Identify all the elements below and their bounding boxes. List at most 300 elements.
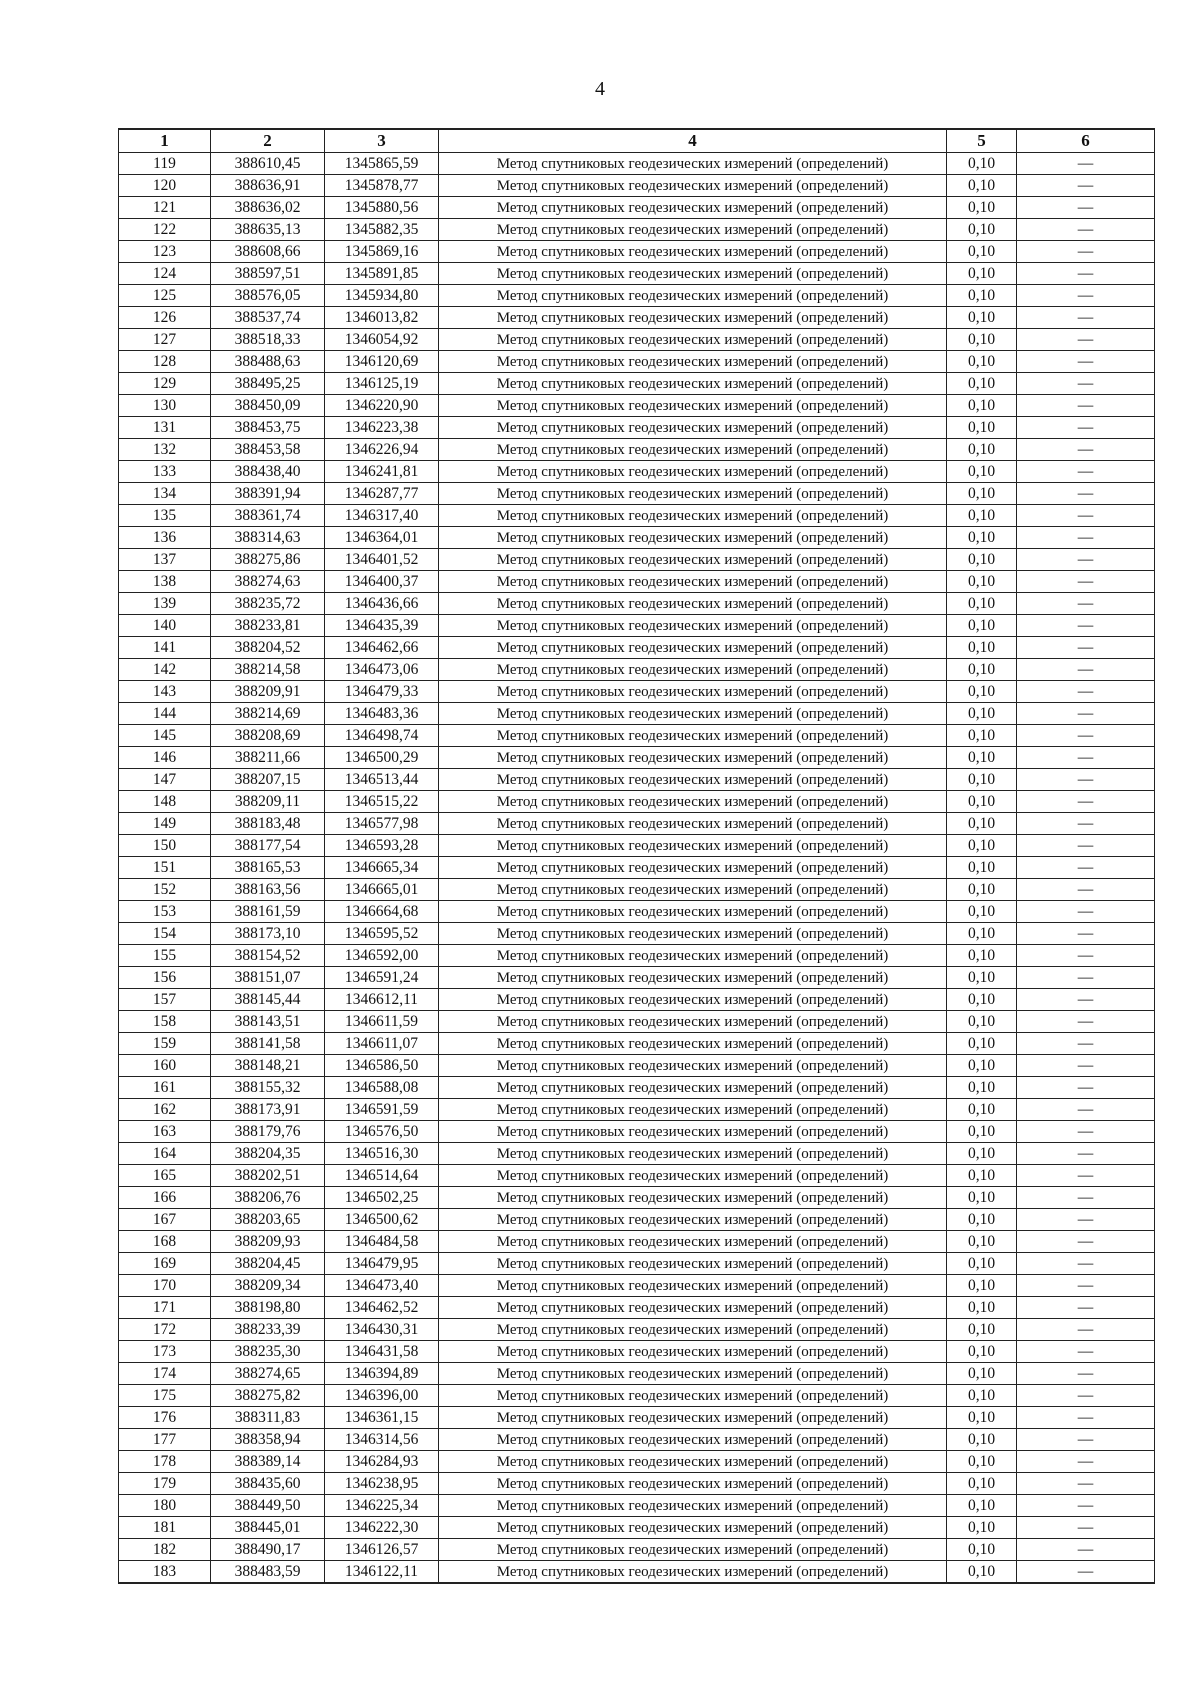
accuracy-cell: 0,10	[947, 153, 1017, 175]
y-coordinate-cell: 1346473,06	[325, 659, 439, 681]
table-body	[119, 153, 1155, 1584]
method-cell: Метод спутниковых геодезических измерений (определений)	[439, 967, 947, 989]
x-coordinate-cell: 388209,34	[211, 1275, 325, 1297]
x-coordinate-cell: 388389,14	[211, 1451, 325, 1473]
x-coordinate-cell: 388209,91	[211, 681, 325, 703]
y-coordinate-cell: 1346287,77	[325, 483, 439, 505]
point-number-cell: 169	[119, 1253, 211, 1275]
point-number-cell: 142	[119, 659, 211, 681]
x-coordinate-cell: 388183,48	[211, 813, 325, 835]
method-cell: Метод спутниковых геодезических измерений (определений)	[439, 483, 947, 505]
point-number-cell: 131	[119, 417, 211, 439]
table-row	[119, 197, 1155, 219]
method-cell: Метод спутниковых геодезических измерений (определений)	[439, 1253, 947, 1275]
note-cell: —	[1017, 725, 1155, 747]
note-cell: —	[1017, 549, 1155, 571]
y-coordinate-cell: 1346513,44	[325, 769, 439, 791]
accuracy-cell: 0,10	[947, 1209, 1017, 1231]
point-number-cell: 178	[119, 1451, 211, 1473]
note-cell: —	[1017, 1187, 1155, 1209]
table-row	[119, 1341, 1155, 1363]
method-cell: Метод спутниковых геодезических измерений (определений)	[439, 285, 947, 307]
note-cell: —	[1017, 593, 1155, 615]
table-row	[119, 923, 1155, 945]
note-cell: —	[1017, 1143, 1155, 1165]
accuracy-cell: 0,10	[947, 1407, 1017, 1429]
method-cell: Метод спутниковых геодезических измерений (определений)	[439, 1165, 947, 1187]
accuracy-cell: 0,10	[947, 1253, 1017, 1275]
point-number-cell: 122	[119, 219, 211, 241]
accuracy-cell: 0,10	[947, 1495, 1017, 1517]
x-coordinate-cell: 388275,82	[211, 1385, 325, 1407]
point-number-cell: 139	[119, 593, 211, 615]
note-cell: —	[1017, 417, 1155, 439]
table-row	[119, 175, 1155, 197]
accuracy-cell: 0,10	[947, 813, 1017, 835]
point-number-cell: 126	[119, 307, 211, 329]
method-cell: Метод спутниковых геодезических измерений (определений)	[439, 923, 947, 945]
note-cell: —	[1017, 373, 1155, 395]
point-number-cell: 182	[119, 1539, 211, 1561]
method-cell: Метод спутниковых геодезических измерений (определений)	[439, 549, 947, 571]
table-row	[119, 1165, 1155, 1187]
note-cell: —	[1017, 1077, 1155, 1099]
x-coordinate-cell: 388151,07	[211, 967, 325, 989]
method-cell: Метод спутниковых геодезических измерений (определений)	[439, 1077, 947, 1099]
method-cell: Метод спутниковых геодезических измерений (определений)	[439, 329, 947, 351]
note-cell: —	[1017, 307, 1155, 329]
method-cell: Метод спутниковых геодезических измерений (определений)	[439, 461, 947, 483]
note-cell: —	[1017, 329, 1155, 351]
method-cell: Метод спутниковых геодезических измерений (определений)	[439, 1539, 947, 1561]
note-cell: —	[1017, 1275, 1155, 1297]
point-number-cell: 150	[119, 835, 211, 857]
x-coordinate-cell: 388214,58	[211, 659, 325, 681]
method-cell: Метод спутниковых геодезических измерений (определений)	[439, 593, 947, 615]
method-cell: Метод спутниковых геодезических измерений (определений)	[439, 901, 947, 923]
method-cell: Метод спутниковых геодезических измерений (определений)	[439, 703, 947, 725]
x-coordinate-cell: 388208,69	[211, 725, 325, 747]
accuracy-cell: 0,10	[947, 1341, 1017, 1363]
y-coordinate-cell: 1345882,35	[325, 219, 439, 241]
x-coordinate-cell: 388453,75	[211, 417, 325, 439]
header-col-3: 3	[325, 129, 439, 153]
table-row	[119, 1143, 1155, 1165]
note-cell: —	[1017, 1341, 1155, 1363]
accuracy-cell: 0,10	[947, 967, 1017, 989]
accuracy-cell: 0,10	[947, 1451, 1017, 1473]
point-number-cell: 125	[119, 285, 211, 307]
y-coordinate-cell: 1346500,29	[325, 747, 439, 769]
accuracy-cell: 0,10	[947, 263, 1017, 285]
note-cell: —	[1017, 659, 1155, 681]
x-coordinate-cell: 388608,66	[211, 241, 325, 263]
table-row	[119, 417, 1155, 439]
y-coordinate-cell: 1346665,34	[325, 857, 439, 879]
point-number-cell: 145	[119, 725, 211, 747]
accuracy-cell: 0,10	[947, 1077, 1017, 1099]
page-number: 4	[595, 78, 605, 100]
point-number-cell: 134	[119, 483, 211, 505]
accuracy-cell: 0,10	[947, 417, 1017, 439]
table-row	[119, 747, 1155, 769]
header-col-5: 5	[947, 129, 1017, 153]
point-number-cell: 119	[119, 153, 211, 175]
table-row	[119, 593, 1155, 615]
x-coordinate-cell: 388148,21	[211, 1055, 325, 1077]
method-cell: Метод спутниковых геодезических измерений (определений)	[439, 439, 947, 461]
x-coordinate-cell: 388610,45	[211, 153, 325, 175]
accuracy-cell: 0,10	[947, 285, 1017, 307]
note-cell: —	[1017, 439, 1155, 461]
method-cell: Метод спутниковых геодезических измерений (определений)	[439, 1011, 947, 1033]
point-number-cell: 158	[119, 1011, 211, 1033]
point-number-cell: 143	[119, 681, 211, 703]
note-cell: —	[1017, 505, 1155, 527]
y-coordinate-cell: 1346125,19	[325, 373, 439, 395]
table-row	[119, 725, 1155, 747]
x-coordinate-cell: 388450,09	[211, 395, 325, 417]
table-row	[119, 1121, 1155, 1143]
point-number-cell: 147	[119, 769, 211, 791]
table-row	[119, 703, 1155, 725]
method-cell: Метод спутниковых геодезических измерений (определений)	[439, 417, 947, 439]
y-coordinate-cell: 1346592,00	[325, 945, 439, 967]
note-cell: —	[1017, 923, 1155, 945]
table-row	[119, 1473, 1155, 1495]
point-number-cell: 175	[119, 1385, 211, 1407]
table-row	[119, 1187, 1155, 1209]
y-coordinate-cell: 1346401,52	[325, 549, 439, 571]
y-coordinate-cell: 1346664,68	[325, 901, 439, 923]
table-row	[119, 1055, 1155, 1077]
accuracy-cell: 0,10	[947, 637, 1017, 659]
y-coordinate-cell: 1346435,39	[325, 615, 439, 637]
y-coordinate-cell: 1346361,15	[325, 1407, 439, 1429]
y-coordinate-cell: 1346479,95	[325, 1253, 439, 1275]
y-coordinate-cell: 1346226,94	[325, 439, 439, 461]
table-row	[119, 1011, 1155, 1033]
method-cell: Метод спутниковых геодезических измерений (определений)	[439, 263, 947, 285]
table-row	[119, 791, 1155, 813]
accuracy-cell: 0,10	[947, 857, 1017, 879]
accuracy-cell: 0,10	[947, 461, 1017, 483]
x-coordinate-cell: 388179,76	[211, 1121, 325, 1143]
x-coordinate-cell: 388209,93	[211, 1231, 325, 1253]
table-row	[119, 1231, 1155, 1253]
y-coordinate-cell: 1346238,95	[325, 1473, 439, 1495]
point-number-cell: 127	[119, 329, 211, 351]
method-cell: Метод спутниковых геодезических измерений (определений)	[439, 307, 947, 329]
y-coordinate-cell: 1346586,50	[325, 1055, 439, 1077]
note-cell: —	[1017, 1209, 1155, 1231]
method-cell: Метод спутниковых геодезических измерений (определений)	[439, 1055, 947, 1077]
y-coordinate-cell: 1346462,66	[325, 637, 439, 659]
note-cell: —	[1017, 395, 1155, 417]
table-row	[119, 329, 1155, 351]
note-cell: —	[1017, 1033, 1155, 1055]
table-row	[119, 461, 1155, 483]
method-cell: Метод спутниковых геодезических измерений (определений)	[439, 1187, 947, 1209]
point-number-cell: 130	[119, 395, 211, 417]
method-cell: Метод спутниковых геодезических измерений (определений)	[439, 659, 947, 681]
y-coordinate-cell: 1346241,81	[325, 461, 439, 483]
method-cell: Метод спутниковых геодезических измерений (определений)	[439, 571, 947, 593]
y-coordinate-cell: 1346500,62	[325, 1209, 439, 1231]
note-cell: —	[1017, 637, 1155, 659]
accuracy-cell: 0,10	[947, 1473, 1017, 1495]
table-row	[119, 373, 1155, 395]
x-coordinate-cell: 388576,05	[211, 285, 325, 307]
y-coordinate-cell: 1346394,89	[325, 1363, 439, 1385]
point-number-cell: 173	[119, 1341, 211, 1363]
point-number-cell: 120	[119, 175, 211, 197]
method-cell: Метод спутниковых геодезических измерений (определений)	[439, 527, 947, 549]
note-cell: —	[1017, 285, 1155, 307]
note-cell: —	[1017, 791, 1155, 813]
accuracy-cell: 0,10	[947, 1231, 1017, 1253]
accuracy-cell: 0,10	[947, 1385, 1017, 1407]
accuracy-cell: 0,10	[947, 175, 1017, 197]
y-coordinate-cell: 1345865,59	[325, 153, 439, 175]
note-cell: —	[1017, 1517, 1155, 1539]
header-col-4: 4	[439, 129, 947, 153]
x-coordinate-cell: 388490,17	[211, 1539, 325, 1561]
accuracy-cell: 0,10	[947, 901, 1017, 923]
point-number-cell: 124	[119, 263, 211, 285]
x-coordinate-cell: 388483,59	[211, 1561, 325, 1584]
accuracy-cell: 0,10	[947, 945, 1017, 967]
accuracy-cell: 0,10	[947, 1187, 1017, 1209]
accuracy-cell: 0,10	[947, 351, 1017, 373]
method-cell: Метод спутниковых геодезических измерений (определений)	[439, 835, 947, 857]
x-coordinate-cell: 388203,65	[211, 1209, 325, 1231]
note-cell: —	[1017, 351, 1155, 373]
table-row	[119, 857, 1155, 879]
y-coordinate-cell: 1346436,66	[325, 593, 439, 615]
x-coordinate-cell: 388274,65	[211, 1363, 325, 1385]
note-cell: —	[1017, 1011, 1155, 1033]
accuracy-cell: 0,10	[947, 1319, 1017, 1341]
y-coordinate-cell: 1346612,11	[325, 989, 439, 1011]
table-row	[119, 1077, 1155, 1099]
y-coordinate-cell: 1346516,30	[325, 1143, 439, 1165]
y-coordinate-cell: 1346665,01	[325, 879, 439, 901]
table-row	[119, 901, 1155, 923]
note-cell: —	[1017, 945, 1155, 967]
table-row	[119, 241, 1155, 263]
table-row	[119, 395, 1155, 417]
method-cell: Метод спутниковых геодезических измерений (определений)	[439, 1209, 947, 1231]
x-coordinate-cell: 388173,10	[211, 923, 325, 945]
accuracy-cell: 0,10	[947, 1143, 1017, 1165]
method-cell: Метод спутниковых геодезических измерений (определений)	[439, 1319, 947, 1341]
note-cell: —	[1017, 1099, 1155, 1121]
point-number-cell: 161	[119, 1077, 211, 1099]
accuracy-cell: 0,10	[947, 1539, 1017, 1561]
table-row	[119, 615, 1155, 637]
method-cell: Метод спутниковых геодезических измерений (определений)	[439, 197, 947, 219]
point-number-cell: 168	[119, 1231, 211, 1253]
method-cell: Метод спутниковых геодезических измерений (определений)	[439, 153, 947, 175]
x-coordinate-cell: 388214,69	[211, 703, 325, 725]
y-coordinate-cell: 1346591,59	[325, 1099, 439, 1121]
accuracy-cell: 0,10	[947, 219, 1017, 241]
accuracy-cell: 0,10	[947, 483, 1017, 505]
y-coordinate-cell: 1346611,59	[325, 1011, 439, 1033]
point-number-cell: 121	[119, 197, 211, 219]
y-coordinate-cell: 1346611,07	[325, 1033, 439, 1055]
accuracy-cell: 0,10	[947, 593, 1017, 615]
table-row	[119, 1407, 1155, 1429]
point-number-cell: 180	[119, 1495, 211, 1517]
table-row	[119, 549, 1155, 571]
y-coordinate-cell: 1346479,33	[325, 681, 439, 703]
method-cell: Метод спутниковых геодезических измерений (определений)	[439, 241, 947, 263]
table-row	[119, 1319, 1155, 1341]
method-cell: Метод спутниковых геодезических измерений (определений)	[439, 791, 947, 813]
point-number-cell: 135	[119, 505, 211, 527]
x-coordinate-cell: 388361,74	[211, 505, 325, 527]
y-coordinate-cell: 1346431,58	[325, 1341, 439, 1363]
x-coordinate-cell: 388211,66	[211, 747, 325, 769]
accuracy-cell: 0,10	[947, 681, 1017, 703]
point-number-cell: 171	[119, 1297, 211, 1319]
note-cell: —	[1017, 1451, 1155, 1473]
note-cell: —	[1017, 263, 1155, 285]
x-coordinate-cell: 388154,52	[211, 945, 325, 967]
x-coordinate-cell: 388275,86	[211, 549, 325, 571]
x-coordinate-cell: 388207,15	[211, 769, 325, 791]
table-row	[119, 439, 1155, 461]
accuracy-cell: 0,10	[947, 659, 1017, 681]
point-number-cell: 160	[119, 1055, 211, 1077]
x-coordinate-cell: 388636,91	[211, 175, 325, 197]
x-coordinate-cell: 388161,59	[211, 901, 325, 923]
table-row	[119, 263, 1155, 285]
accuracy-cell: 0,10	[947, 703, 1017, 725]
x-coordinate-cell: 388435,60	[211, 1473, 325, 1495]
point-number-cell: 166	[119, 1187, 211, 1209]
note-cell: —	[1017, 1319, 1155, 1341]
x-coordinate-cell: 388453,58	[211, 439, 325, 461]
method-cell: Метод спутниковых геодезических измерений (определений)	[439, 1451, 947, 1473]
note-cell: —	[1017, 813, 1155, 835]
note-cell: —	[1017, 835, 1155, 857]
accuracy-cell: 0,10	[947, 307, 1017, 329]
y-coordinate-cell: 1346498,74	[325, 725, 439, 747]
table-row	[119, 637, 1155, 659]
point-number-cell: 144	[119, 703, 211, 725]
y-coordinate-cell: 1346054,92	[325, 329, 439, 351]
y-coordinate-cell: 1346483,36	[325, 703, 439, 725]
y-coordinate-cell: 1346514,64	[325, 1165, 439, 1187]
table-row	[119, 681, 1155, 703]
note-cell: —	[1017, 989, 1155, 1011]
x-coordinate-cell: 388145,44	[211, 989, 325, 1011]
y-coordinate-cell: 1346120,69	[325, 351, 439, 373]
point-number-cell: 155	[119, 945, 211, 967]
y-coordinate-cell: 1346588,08	[325, 1077, 439, 1099]
accuracy-cell: 0,10	[947, 197, 1017, 219]
accuracy-cell: 0,10	[947, 1517, 1017, 1539]
x-coordinate-cell: 388449,50	[211, 1495, 325, 1517]
accuracy-cell: 0,10	[947, 879, 1017, 901]
accuracy-cell: 0,10	[947, 505, 1017, 527]
method-cell: Метод спутниковых геодезических измерений (определений)	[439, 1275, 947, 1297]
table-row	[119, 1561, 1155, 1584]
point-number-cell: 167	[119, 1209, 211, 1231]
accuracy-cell: 0,10	[947, 1055, 1017, 1077]
accuracy-cell: 0,10	[947, 241, 1017, 263]
note-cell: —	[1017, 1429, 1155, 1451]
table-row	[119, 307, 1155, 329]
note-cell: —	[1017, 1561, 1155, 1584]
method-cell: Метод спутниковых геодезических измерений (определений)	[439, 1099, 947, 1121]
table-header-row	[119, 129, 1155, 153]
method-cell: Метод спутниковых геодезических измерений (определений)	[439, 1561, 947, 1584]
point-number-cell: 162	[119, 1099, 211, 1121]
y-coordinate-cell: 1346473,40	[325, 1275, 439, 1297]
accuracy-cell: 0,10	[947, 1165, 1017, 1187]
accuracy-cell: 0,10	[947, 571, 1017, 593]
y-coordinate-cell: 1346126,57	[325, 1539, 439, 1561]
x-coordinate-cell: 388173,91	[211, 1099, 325, 1121]
x-coordinate-cell: 388635,13	[211, 219, 325, 241]
x-coordinate-cell: 388202,51	[211, 1165, 325, 1187]
table-row	[119, 527, 1155, 549]
table-row	[119, 1363, 1155, 1385]
point-number-cell: 172	[119, 1319, 211, 1341]
table-row	[119, 1297, 1155, 1319]
x-coordinate-cell: 388518,33	[211, 329, 325, 351]
y-coordinate-cell: 1345891,85	[325, 263, 439, 285]
note-cell: —	[1017, 857, 1155, 879]
point-number-cell: 149	[119, 813, 211, 835]
note-cell: —	[1017, 1495, 1155, 1517]
method-cell: Метод спутниковых геодезических измерений (определений)	[439, 1143, 947, 1165]
point-number-cell: 183	[119, 1561, 211, 1584]
coordinates-table	[118, 128, 1155, 1584]
accuracy-cell: 0,10	[947, 615, 1017, 637]
y-coordinate-cell: 1346591,24	[325, 967, 439, 989]
accuracy-cell: 0,10	[947, 923, 1017, 945]
note-cell: —	[1017, 1253, 1155, 1275]
point-number-cell: 138	[119, 571, 211, 593]
x-coordinate-cell: 388314,63	[211, 527, 325, 549]
accuracy-cell: 0,10	[947, 1033, 1017, 1055]
table-row	[119, 1429, 1155, 1451]
point-number-cell: 141	[119, 637, 211, 659]
y-coordinate-cell: 1346430,31	[325, 1319, 439, 1341]
method-cell: Метод спутниковых геодезических измерений (определений)	[439, 351, 947, 373]
method-cell: Метод спутниковых геодезических измерений (определений)	[439, 1121, 947, 1143]
table-row	[119, 835, 1155, 857]
point-number-cell: 129	[119, 373, 211, 395]
method-cell: Метод спутниковых геодезических измерений (определений)	[439, 1407, 947, 1429]
x-coordinate-cell: 388537,74	[211, 307, 325, 329]
x-coordinate-cell: 388488,63	[211, 351, 325, 373]
table-row	[119, 769, 1155, 791]
method-cell: Метод спутниковых геодезических измерений (определений)	[439, 747, 947, 769]
accuracy-cell: 0,10	[947, 1275, 1017, 1297]
accuracy-cell: 0,10	[947, 989, 1017, 1011]
y-coordinate-cell: 1345869,16	[325, 241, 439, 263]
note-cell: —	[1017, 1539, 1155, 1561]
table-row	[119, 351, 1155, 373]
table-row	[119, 1517, 1155, 1539]
point-number-cell: 164	[119, 1143, 211, 1165]
